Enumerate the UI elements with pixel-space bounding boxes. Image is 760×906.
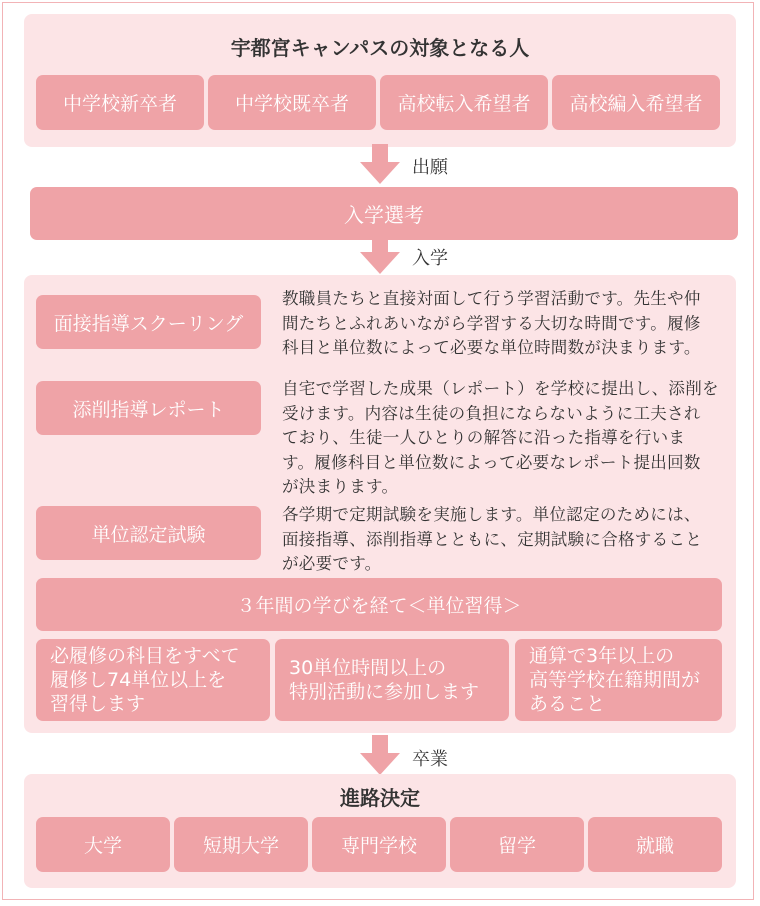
- target-title: 宇都宮キャンパスの対象となる人: [230, 36, 530, 60]
- method-schooling: 面接指導スクーリング: [36, 295, 261, 349]
- requirement-enrollment: 通算で3年以上の 高等学校在籍期間が あること: [515, 639, 722, 721]
- method-report-desc: 自宅で学習した成果（レポート）を学校に提出し、添削を 受けます。内容は生徒の負担にならないように工夫され ており、生徒一人ひとりの解答に沿った指導を行いま す。履修科目と単位数によって必要なレポート提出回数 が決まります。: [282, 379, 719, 496]
- method-schooling-desc: 教職員たちと直接対面して行う学習活動です。先生や仲 間たちとふれあいながら学習する大切な時間です。履修 科目と単位数によって必要な単位時間数が決まります。: [282, 289, 701, 357]
- requirement-activities: 30単位時間以上の 特別活動に参加します: [275, 639, 509, 721]
- target-item-readmission: 高校編入希望者: [552, 75, 720, 130]
- requirement-credits: 必履修の科目をすべて 履修し74単位以上を 習得します: [36, 639, 270, 721]
- down-arrow-icon: [360, 234, 400, 276]
- arrow-label-admission: 入学: [412, 248, 448, 269]
- target-item-new-jhs: 中学校新卒者: [36, 75, 204, 130]
- career-title: 進路決定: [340, 786, 420, 810]
- method-exam-desc: 各学期で定期試験を実施します。単位認定のためには、 面接指導、添削指導とともに、定期試験に合格すること が必要です。: [282, 505, 702, 573]
- method-report: 添削指導レポート: [36, 381, 261, 435]
- career-item-junior-college: 短期大学: [174, 817, 308, 872]
- arrow-label-graduation: 卒業: [412, 749, 448, 770]
- career-item-study-abroad: 留学: [450, 817, 584, 872]
- target-item-past-jhs: 中学校既卒者: [208, 75, 376, 130]
- summary-bar: ３年間の学びを経て＜単位習得＞: [36, 578, 722, 631]
- career-item-university: 大学: [36, 817, 170, 872]
- career-item-vocational: 専門学校: [312, 817, 446, 872]
- career-item-employment: 就職: [588, 817, 722, 872]
- down-arrow-icon: [360, 735, 400, 777]
- career-panel: [24, 774, 736, 888]
- down-arrow-icon: [360, 144, 400, 186]
- target-item-transfer: 高校転入希望者: [380, 75, 548, 130]
- learning-panel: [24, 275, 736, 733]
- method-exam: 単位認定試験: [36, 506, 261, 560]
- arrow-label-application: 出願: [412, 157, 448, 178]
- selection-bar: 入学選考: [30, 187, 738, 240]
- target-panel: [24, 14, 736, 147]
